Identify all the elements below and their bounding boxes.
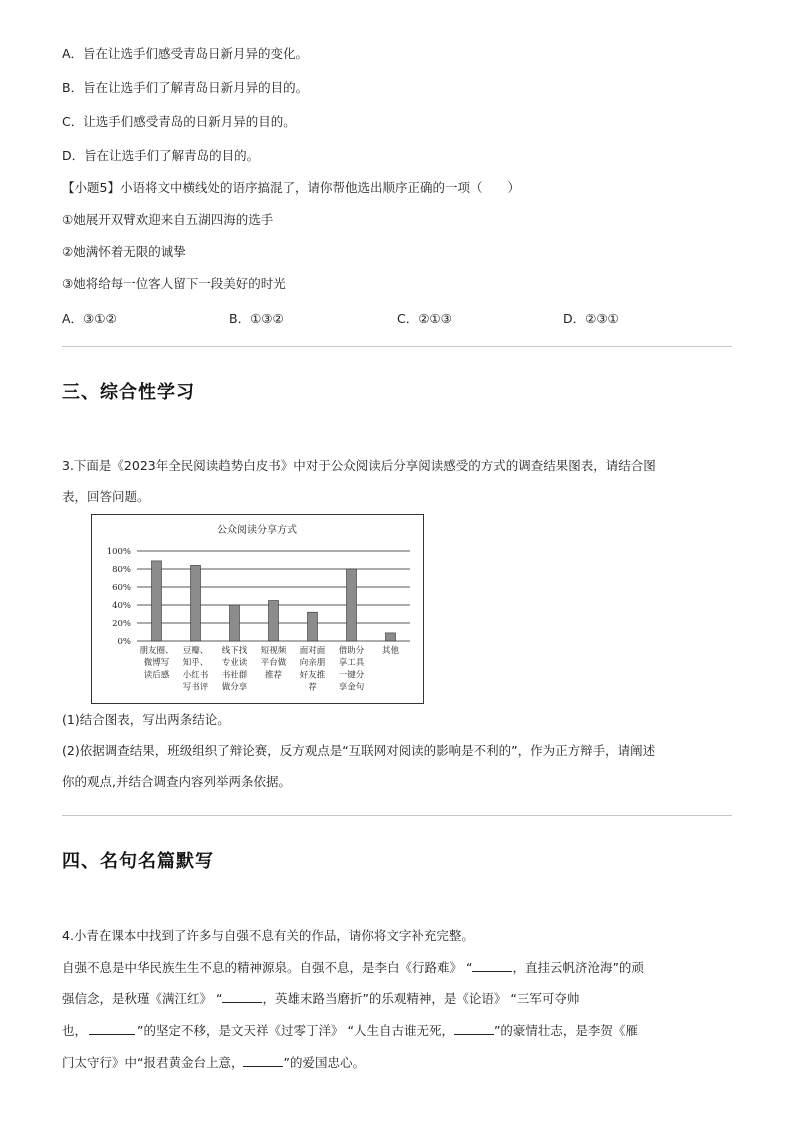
- bar: [308, 612, 318, 641]
- fill-blank[interactable]: [454, 1022, 494, 1035]
- q4-paragraph-line4: [62, 1054, 365, 1071]
- x-category-label: 一键分: [338, 670, 365, 681]
- bar: [230, 605, 240, 641]
- subq5-prompt: 【小题5】小语将文中横线处的语序搞混了，请你帮他选出顺序正确的一项（ ）: [62, 180, 520, 195]
- bar: [386, 633, 396, 641]
- x-category-label: 借助分: [338, 646, 365, 656]
- option-c: C．让选手们感受青岛的日新月异的目的。: [62, 114, 296, 129]
- option-b: B．旨在让选手们了解青岛日新月异的目的。: [62, 80, 309, 95]
- y-tick-label: 100%: [106, 547, 131, 557]
- subq5-item-1: ①她展开双臂欢迎来自五湖四海的选手: [62, 212, 274, 227]
- chart-title: 公众阅读分享方式: [217, 525, 297, 536]
- fill-blank[interactable]: [89, 1022, 135, 1035]
- text-segment: 强信念，是秋瑾《满江红》 “: [62, 991, 223, 1006]
- y-tick-label: 80%: [112, 565, 131, 575]
- y-tick-label: 40%: [112, 601, 131, 611]
- y-tick-label: 20%: [112, 619, 131, 629]
- y-tick-label: 0%: [117, 637, 131, 647]
- q4-text: 4.小青在课本中找到了许多与自强不息有关的作品，请你将文字补充完整。: [62, 928, 474, 943]
- x-category-label: 小红书: [182, 670, 209, 681]
- fill-blank[interactable]: [243, 1054, 283, 1067]
- fill-blank[interactable]: [222, 990, 262, 1003]
- chart-svg: [92, 515, 423, 703]
- x-category-label: 线下找: [221, 646, 248, 656]
- bar: [152, 561, 162, 641]
- text-segment: ，直挂云帆济沧海”的顽: [512, 960, 644, 975]
- q3-sub2-line2: 你的观点,并结合调查内容列举两条依据。: [62, 774, 291, 789]
- x-category-label: 其他: [381, 646, 400, 656]
- x-category-label: 书社群: [221, 670, 248, 681]
- x-category-label: 朋友圈、: [139, 646, 174, 656]
- x-category-label: 享金句: [338, 682, 365, 693]
- choice-b: B．①③②: [229, 311, 284, 326]
- x-category-label: 平台做: [260, 658, 287, 669]
- choice-d: D．②③①: [563, 311, 619, 326]
- choice-c: C．②①③: [397, 311, 452, 326]
- x-category-label: 面对面: [299, 646, 326, 656]
- q3-text-line2: 表，回答问题。: [62, 489, 150, 504]
- x-category-label: 微博写: [143, 658, 170, 669]
- x-category-label: 做分享: [221, 682, 248, 693]
- q4-paragraph-line2: [62, 990, 579, 1007]
- q3-sub2-line1: (2)依据调查结果，班级组织了辩论赛，反方观点是“互联网对阅读的影响是不利的”，作为正方辩手，请阐述: [62, 743, 656, 758]
- x-category-label: 豆瓣、: [182, 646, 209, 656]
- text-segment: ，英雄末路当磨折”的乐观精神，是《论语》 “三军可夺帅: [262, 991, 580, 1006]
- subq5-item-3: ③她将给每一位客人留下一段美好的时光: [62, 276, 286, 291]
- section-title: 四、名句名篇默写: [62, 851, 214, 872]
- q3-text-line1: 3.下面是《2023年全民阅读趋势白皮书》中对于公众阅读后分享阅读感受的方式的调查结果图表，请结合图: [62, 458, 656, 473]
- q4-paragraph-line3: [62, 1022, 638, 1039]
- option-d: D．旨在让选手们了解青岛的目的。: [62, 148, 260, 163]
- x-category-label: 推荐: [264, 670, 283, 681]
- section-title: 三、综合性学习: [62, 382, 195, 403]
- subq5-choices: [62, 309, 702, 327]
- choice-a: A．③①②: [62, 311, 117, 326]
- x-category-label: 好友推: [299, 670, 326, 681]
- q3-sub1: (1)结合图表，写出两条结论。: [62, 712, 230, 727]
- text-segment: 也，: [62, 1023, 88, 1038]
- x-category-label: 读后感: [143, 670, 170, 681]
- x-category-label: 享工具: [338, 658, 365, 669]
- divider: [62, 815, 732, 816]
- x-category-label: 写书评: [182, 682, 209, 693]
- text-segment: 门太守行》中“报君黄金台上意，: [62, 1055, 244, 1070]
- x-category-label: 专业读: [221, 658, 248, 669]
- x-category-label: 荐: [308, 682, 317, 693]
- bar: [191, 565, 201, 641]
- x-category-label: 向亲朋: [299, 658, 326, 669]
- q4-paragraph-line1: [62, 959, 644, 976]
- fill-blank[interactable]: [472, 959, 512, 972]
- bar-chart: [91, 514, 424, 704]
- text-segment: ”的爱国忠心。: [283, 1055, 365, 1070]
- option-a: A．旨在让选手们感受青岛日新月异的变化。: [62, 46, 309, 61]
- text-segment: 自强不息是中华民族生生不息的精神源泉。自强不息，是李白《行路难》 “: [62, 960, 473, 975]
- y-tick-label: 60%: [112, 583, 131, 593]
- bar: [269, 601, 279, 642]
- x-category-label: 短视频: [260, 646, 287, 656]
- text-segment: ”的坚定不移，是文天祥《过零丁洋》 “人生自古谁无死，: [137, 1023, 454, 1038]
- bar: [347, 569, 357, 641]
- divider: [62, 346, 732, 347]
- x-category-label: 知乎、: [182, 658, 209, 669]
- subq5-item-2: ②她满怀着无限的诚挚: [62, 244, 186, 259]
- text-segment: ”的豪情壮志，是李贺《雁: [493, 1023, 638, 1038]
